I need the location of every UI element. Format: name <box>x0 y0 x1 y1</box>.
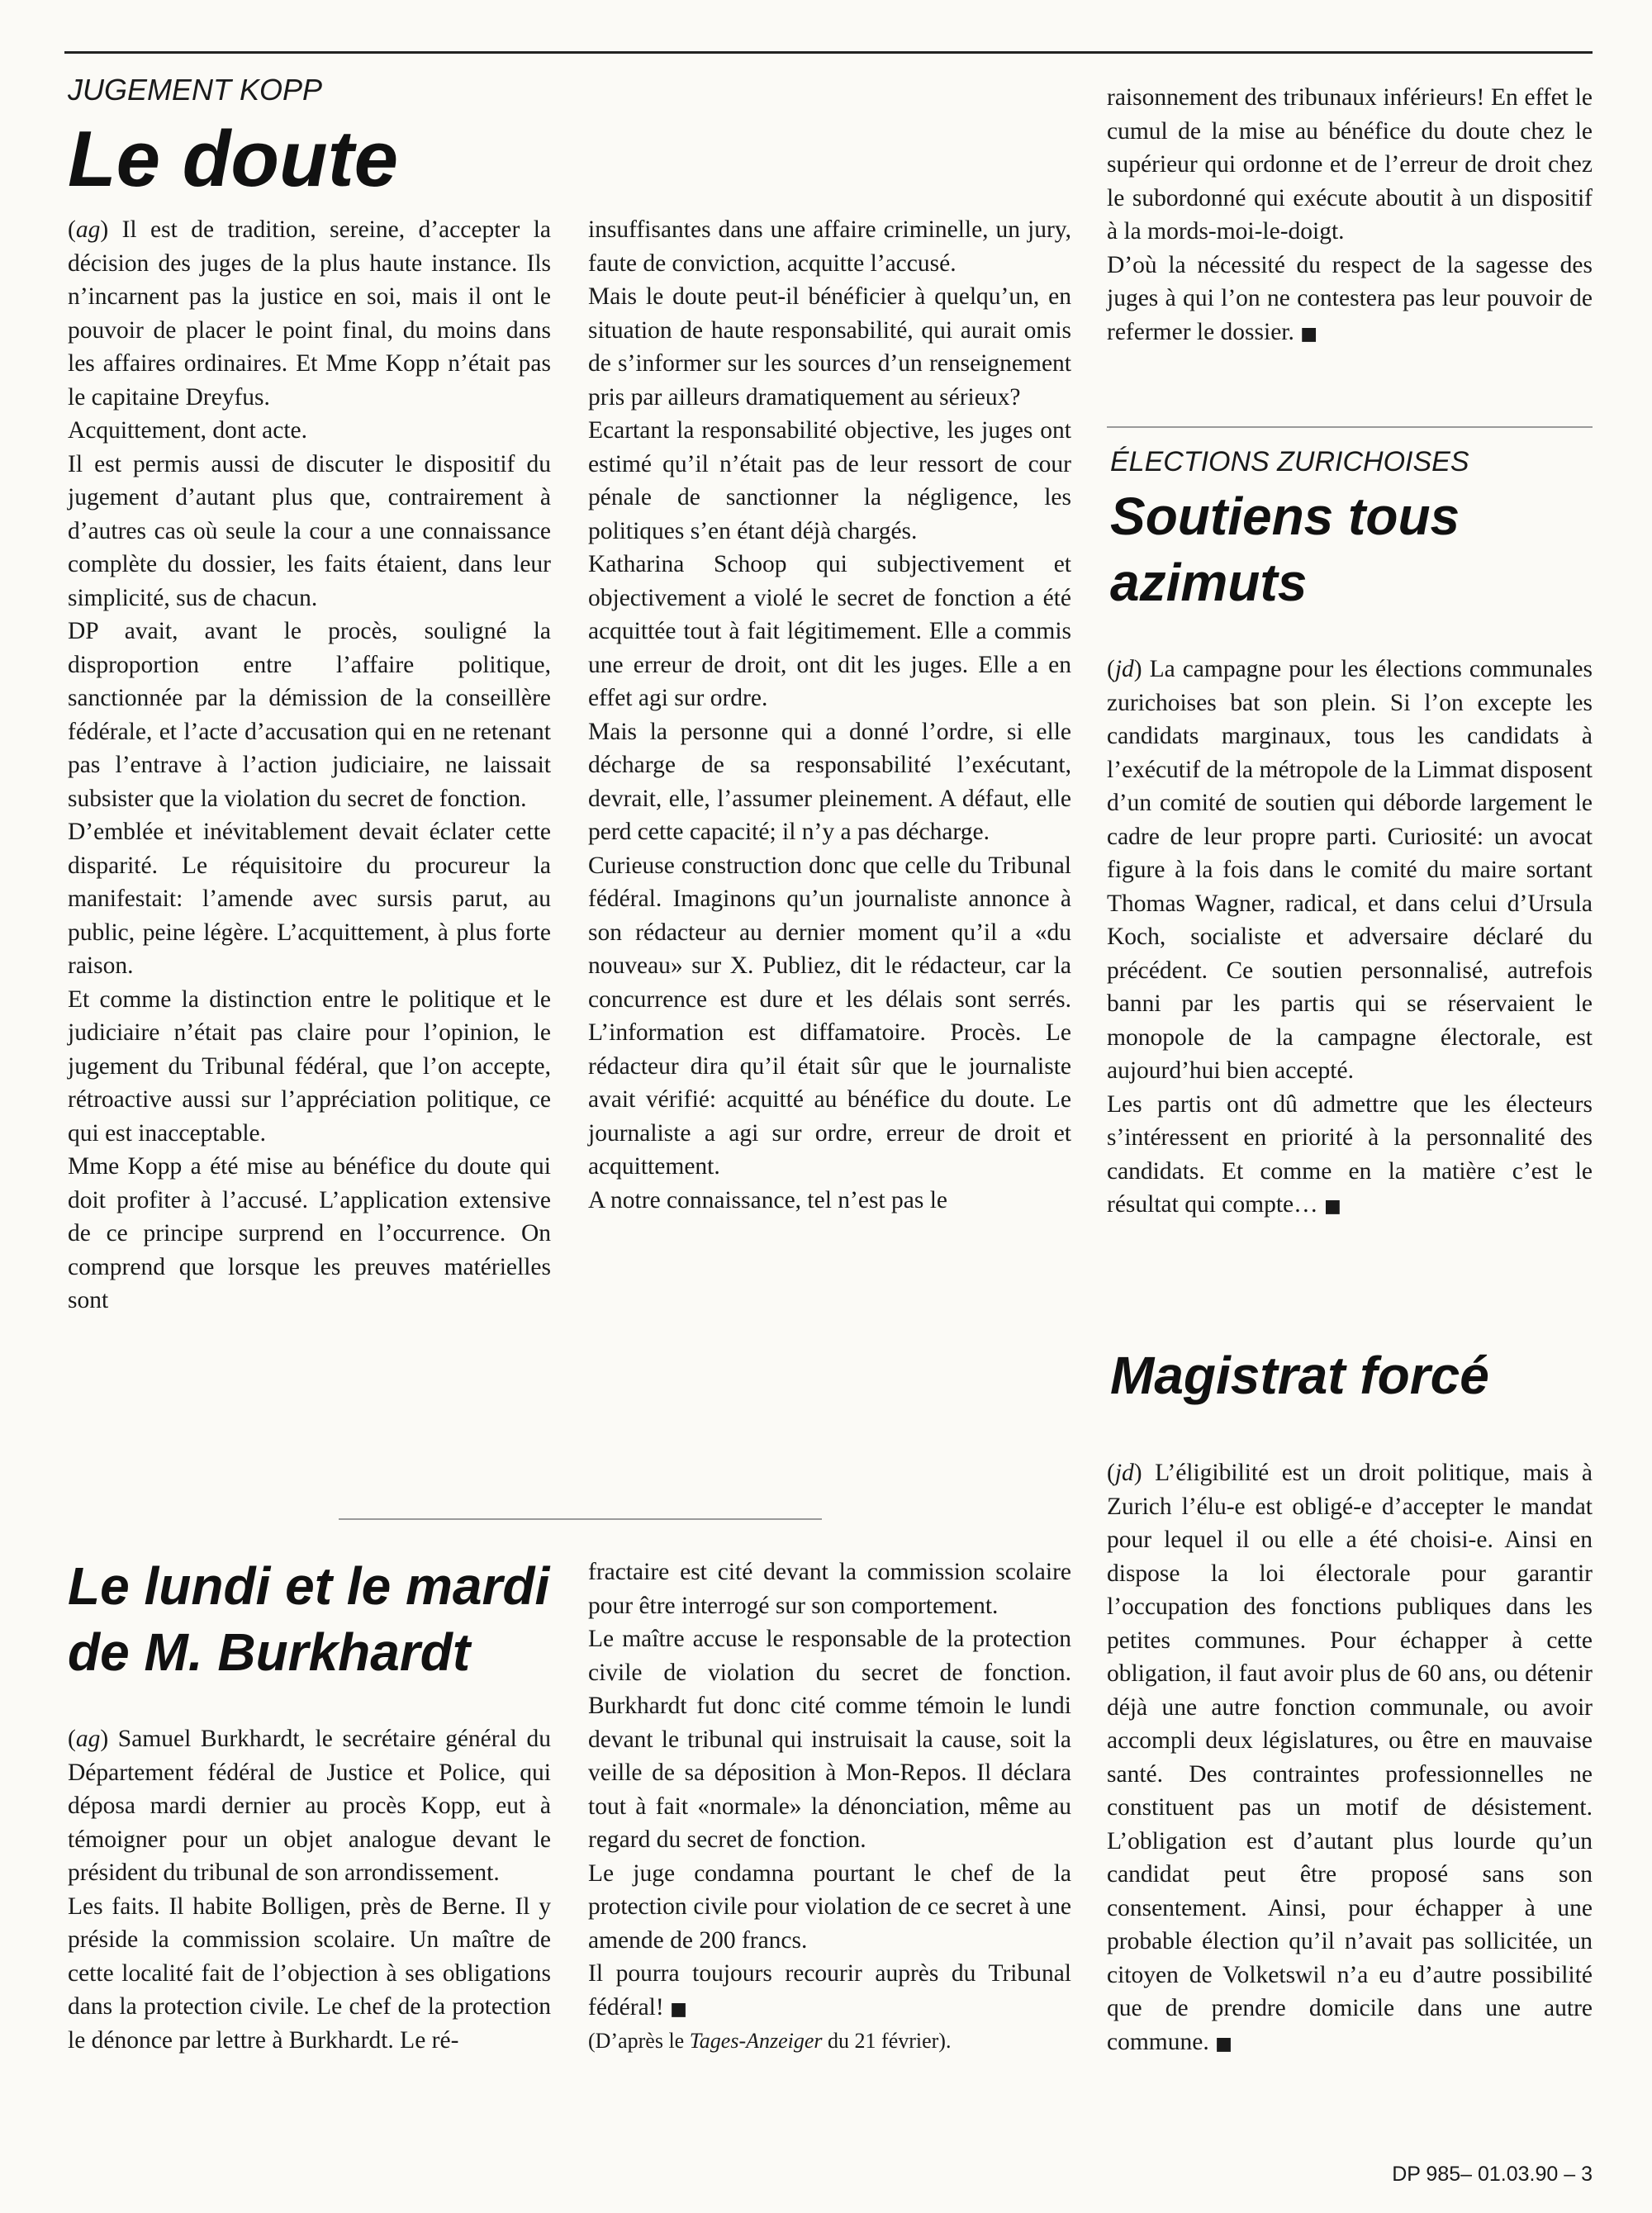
article4-column-2 <box>588 1555 1071 2056</box>
article1-paragraph: Curieuse construction donc que celle du Tribunal fédéral. Imaginons qu’un journaliste annonce à son rédacteur au dernier moment qu’il a «du nouveau» sur X. Publiez, dit le rédacteur, car la concurrence est dure et les délais sont serrés. L’information est diffamatoire. Procès. Le rédacteur dira qu’il était sûr que le journaliste avait vérifié: acquitté au bénéfice du doute. Le journaliste a agi sur ordre, erreur de droit et acquittement. <box>588 852 1071 1180</box>
article1-paragraph: insuffisantes dans une affaire criminelle, un jury, faute de conviction, acquitte l’accusé. <box>588 216 1071 277</box>
article1-paragraph: Mais le doute peut-il bénéficier à quelqu’un, en situation de haute responsabilité, qui aurait omis de s’informer sur les sources d’un renseignement pris par ailleurs dramatiquement au sérieux? <box>588 283 1071 411</box>
article1-paragraph: Mme Kopp a été mise au bénéfice du doute qui doit profiter à l’accusé. L’application extensive de ce principe surprend en l’occurrence. On comprend que lorsque les preuves matérielles sont <box>68 1153 551 1313</box>
article2-body <box>1107 653 1593 1224</box>
article4-paragraph: Samuel Burkhardt, le secrétaire général du Département fédéral de Justice et Police, qui déposa mardi dernier au procès Kopp, eut à témoigner pour un objet analogue devant le président du tribunal de son arrondissement. <box>68 1726 551 1886</box>
article2-title-line: azimuts <box>1110 553 1308 612</box>
article3-paragraph: L’éligibilité est un droit politique, mais à Zurich l’élu-e est obligé-e d’accepter le mandat pour lequel il ou elle a été choisi-e. Ainsi en dispose la loi électorale pour garantir l’occupation des fonctions publiques dans les petites communes. Pour échapper à cette obligation, il faut avoir plus de 60 ans, ou détenir déjà une autre fonction communale, ou avoir accompli deux législatures, ou être en mauvaise santé. Des contraintes professionnelles ne constituent pas un motif de désistement. L’obligation est d’autant plus lourde qu’un candidat peut être proposé sans son consentement. Ainsi, pour échapper à une probable élection qu’il n’avait pas sollicitée, un citoyen de Volketswil n’a eu d’autre possibilité que de prendre domicile dans une autre commune. <box>1107 1460 1593 2055</box>
article3-body <box>1107 1456 1593 2061</box>
page-footer: DP 985– 01.03.90 – 3 <box>1392 2163 1593 2186</box>
article4-source-note: (D’après le Tages-Anzeiger du 21 février). <box>588 2029 952 2053</box>
article1-kicker: JUGEMENT KOPP <box>68 73 323 107</box>
article4-title-line: Le lundi et le mardi <box>68 1556 550 1616</box>
end-mark-icon: ■ <box>1300 323 1318 344</box>
top-rule <box>64 51 1593 54</box>
article2-paragraph: Les partis ont dû admettre que les électeurs s’intéressent en priorité à la personnalité des candidats. Et comme en la matière c’est le résultat qui compte… <box>1107 1090 1593 1218</box>
article4-column-1 <box>68 1722 551 2057</box>
article1-paragraph: Il est de tradition, sereine, d’accepter la décision des juges de la plus haute instance. Ils n’incarnent pas la justice en soi, mais il ont le pouvoir de placer le point final, du moins dans les affaires ordinaires. Et Mme Kopp n’était pas le capitaine Dreyfus. <box>68 216 552 411</box>
article1-column-3 <box>1107 81 1593 351</box>
separator <box>1107 426 1593 428</box>
article4-title-line: de M. Burkhardt <box>68 1622 471 1682</box>
article1-paragraph: Il est permis aussi de discuter le dispositif du jugement d’autant plus que, contrairement à d’autres cas où seule la cour a une connaissance complète du dossier, les faits étaient, dans leur simplicité, sus de chacun. <box>68 450 551 611</box>
end-mark-icon: ■ <box>1215 2033 1232 2054</box>
article1-paragraph: Mais la personne qui a donné l’ordre, si elle décharge de sa responsabilité l’exécutant, devrait, elle, l’assumer pleinement. A défaut, elle perd cette capacité; il n’y a pas décharge. <box>588 718 1071 845</box>
article3-title: Magistrat forcé <box>1110 1346 1489 1405</box>
article1-column-2 <box>588 213 1071 1217</box>
article1-paragraph: raisonnement des tribunaux inférieurs! En effet le cumul de la mise au bénéfice du doute chez le supérieur qui ordonne et de l’erreur de droit chez le subordonné qui exécute aboutit à un dispositif à la mords-moi-le-doigt. <box>1107 84 1593 245</box>
article1-column-1 <box>68 213 551 1318</box>
article4-paragraph: Il pourra toujours recourir auprès du Tribunal fédéral! <box>588 1960 1071 2021</box>
article1-paragraph: Ecartant la responsabilité objective, les juges ont estimé qu’il n’était pas de leur ressort de cour pénale de sanctionner la négligence, les politiques s’en étant déjà chargés. <box>588 417 1071 544</box>
article1-paragraph: A notre connaissance, tel n’est pas le <box>588 1186 947 1213</box>
article3-byline: (jd) <box>1107 1460 1142 1486</box>
article2-title-line: Soutiens tous <box>1110 487 1460 546</box>
article1-paragraph: Katharina Schoop qui subjectivement et objectivement a violé le secret de fonction a été acquittée tout à fait légitimement. Elle a commis une erreur de droit, ont dit les juges. Elle a en effet agi sur ordre. <box>588 551 1071 711</box>
article2-kicker: ÉLECTIONS ZURICHOISES <box>1110 446 1469 477</box>
article4-byline: (ag) <box>68 1726 109 1752</box>
end-mark-icon: ■ <box>1323 1196 1341 1217</box>
article1-paragraph: DP avait, avant le procès, souligné la disproportion entre l’affaire politique, sanctionnée par la démission de la conseillère fédérale, et l’acte d’accusation qui en ne retenant pas l’entrave à l’action judiciaire, ne laissait subsister que la violation du secret de fonction. <box>68 618 551 812</box>
article1-paragraph: D’emblée et inévitablement devait éclater cette disparité. Le réquisitoire du procureur la manifestait: l’amende avec sursis parut, au public, peine légère. L’acquittement, à plus forte raison. <box>68 819 551 979</box>
article2-title <box>1110 483 1460 615</box>
article4-paragraph: fractaire est cité devant la commission scolaire pour être interrogé sur son comportement. <box>588 1559 1071 1619</box>
article4-paragraph: Le juge condamna pourtant le chef de la protection civile pour violation de ce secret à une amende de 200 francs. <box>588 1859 1071 1954</box>
article1-paragraph: Et comme la distinction entre le politique et le judiciaire n’était pas claire pour l’opinion, le jugement du Tribunal fédéral, que l’on accepte, rétroactive aussi sur l’appréciation politique, ce qui est inacceptable. <box>68 985 551 1147</box>
end-mark-icon: ■ <box>670 1998 687 2020</box>
separator <box>339 1518 822 1520</box>
article1-paragraph: Acquittement, dont acte. <box>68 417 307 444</box>
article2-paragraph: La campagne pour les élections communales zurichoises bat son plein. Si l’on excepte les candidats marginaux, tous les candidats à l’exécutif de la métropole de la Limmat disposent d’un comité de soutien qui déborde largement le cadre de leur propre parti. Curiosité: un avocat figure à la fois dans le comité du maire sortant Thomas Wagner, radical, et dans celui d’Ursula Koch, socialiste et adversaire déclaré du précédent. Ce soutien personnalisé, autrefois banni par les partis qui se réservaient le monopole de la campagne électorale, est aujourd’hui bien accepté. <box>1107 656 1593 1084</box>
article4-paragraph: Les faits. Il habite Bolligen, près de Berne. Il y préside la commission scolaire. Un maître de cette localité fait de l’objection à ses obligations dans la protection civile. Le chef de la protection le dénonce par lettre à Burkhardt. Le ré- <box>68 1892 551 2054</box>
article2-byline: (jd) <box>1107 656 1142 682</box>
article1-byline: (ag) <box>68 216 109 243</box>
article4-title <box>68 1553 549 1685</box>
article4-paragraph: Le maître accuse le responsable de la protection civile de violation du secret de fonction. Burkhardt fut donc cité comme témoin le lundi devant le tribunal qui instruisait la cause, soit la veille de sa déposition à Mon-Repos. Il déclara tout à fait «normale» la dénonciation, même au regard du secret de fonction. <box>588 1626 1071 1853</box>
article1-title: Le doute <box>68 115 398 203</box>
article1-paragraph: D’où la nécessité du respect de la sagesse des juges à qui l’on ne contestera pas leur pouvoir de refermer le dossier. <box>1107 251 1593 345</box>
